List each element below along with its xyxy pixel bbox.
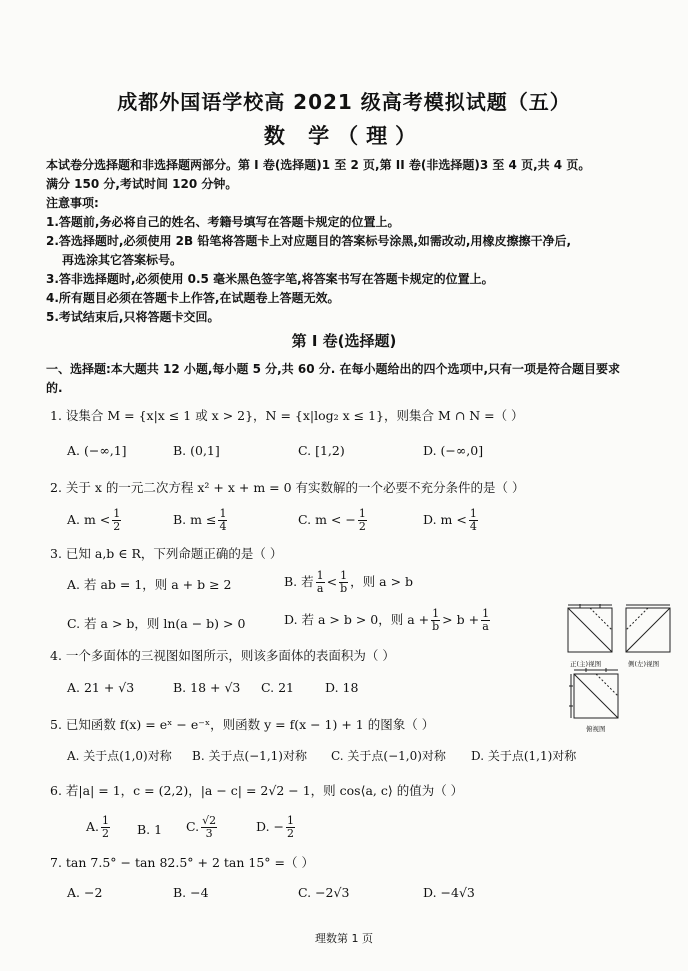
- q1-option-b: B. (0,1]: [173, 443, 220, 458]
- q6-option-a: A. $\frac{1}{2}$: [86, 814, 110, 840]
- question-4-stem: 4. 一个多面体的三视图如图所示，则该多面体的表面积为（ ）: [50, 648, 395, 663]
- intro-line-2: 满分 150 分,考试时间 120 分钟。: [46, 177, 238, 191]
- rule-1: 1.答题前,务必将自己的姓名、考籍号填写在答题卡规定的位置上。: [46, 215, 400, 229]
- three-view-drawing: [560, 604, 680, 734]
- front-view-caption: 正(主)视图: [570, 660, 602, 668]
- q2-option-c: C. m < − $\frac{1}{2}$: [298, 507, 366, 533]
- top-view-caption: 俯视图: [586, 725, 606, 733]
- q3-option-a: A. 若 ab = 1，则 a + b ≥ 2: [67, 577, 232, 592]
- question-7-stem: 7. tan 7.5° − tan 82.5° + 2 tan 15° =（ ）: [50, 855, 314, 870]
- q4-option-d: D. 18: [325, 680, 359, 695]
- rule-4: 4.所有题目必须在答题卡上作答,在试题卷上答题无效。: [46, 291, 340, 305]
- question-3-stem: 3. 已知 a,b ∈ R，下列命题正确的是（ ）: [50, 546, 283, 561]
- notice-title: 注意事项:: [46, 196, 99, 210]
- q2-option-a: A. m < $\frac{1}{2}$: [67, 507, 121, 533]
- q5-option-b: B. 关于点(−1,1)对称: [192, 749, 307, 763]
- q6-option-c: C. $\frac{√2}{3}$: [186, 814, 217, 840]
- question-2-stem: 2. 关于 x 的一元二次方程 x² + x + m = 0 有实数解的一个必要不充分条件的是（ ）: [50, 480, 525, 495]
- q5-option-c: C. 关于点(−1,0)对称: [331, 749, 446, 763]
- three-view-figure: [560, 604, 680, 734]
- section-title: 第 I 卷(选择题): [291, 332, 397, 350]
- q3-option-d: D. 若 a > b > 0，则 a + $\frac{1}{b}$ > b + $\frac{1}{a}$: [284, 607, 490, 633]
- exam-title: 成都外国语学校高 2021 级高考模拟试题（五）: [117, 90, 571, 114]
- section-instruction-2: 的.: [46, 381, 63, 395]
- question-5-stem: 5. 已知函数 f(x) = eˣ − e⁻ˣ，则函数 y = f(x − 1) + 1 的图象（ ）: [50, 717, 435, 732]
- q2-option-b: B. m ≤ $\frac{1}{4}$: [173, 507, 227, 533]
- exam-subject: 数 学（理）: [263, 124, 425, 148]
- q7-option-c: C. −2√3: [298, 885, 350, 900]
- q6-option-d: D. − $\frac{1}{2}$: [256, 814, 294, 840]
- question-1-stem: 1. 设集合 M = {x|x ≤ 1 或 x > 2}，N = {x|log₂ x ≤ 1}，则集合 M ∩ N =（ ）: [50, 408, 524, 423]
- q4-option-a: A. 21 + √3: [67, 680, 135, 695]
- q4-option-c: C. 21: [261, 680, 294, 695]
- q4-option-b: B. 18 + √3: [173, 680, 241, 695]
- rule-5: 5.考试结束后,只将答题卡交回。: [46, 310, 220, 324]
- q7-option-d: D. −4√3: [423, 885, 475, 900]
- q2-option-d: D. m < $\frac{1}{4}$: [423, 507, 477, 533]
- rule-2-cont: 再选涂其它答案标号。: [62, 253, 183, 267]
- rule-3: 3.答非选择题时,必须使用 0.5 毫米黑色签字笔,将答案书写在答题卡规定的位置上。: [46, 272, 494, 286]
- section-instruction-1: 一、选择题:本大题共 12 小题,每小题 5 分,共 60 分. 在每小题给出的四个选项中,只有一项是符合题目要求: [46, 362, 621, 376]
- q3-option-b: B. 若 $\frac{1}{a}$ < $\frac{1}{b}$ ，则 a > b: [284, 569, 414, 595]
- side-view-caption: 侧(左)视图: [628, 660, 660, 668]
- intro-line-1: 本试卷分选择题和非选择题两部分。第 I 卷(选择题)1 至 2 页,第 II 卷(非选择题)3 至 4 页,共 4 页。: [46, 158, 591, 172]
- rule-2: 2.答选择题时,必须使用 2B 铅笔将答题卡上对应题目的答案标号涂黑,如需改动,用橡皮擦擦干净后,: [46, 234, 571, 248]
- page-footer: 理数第 1 页: [315, 932, 373, 945]
- question-6-stem: 6. 若|a| = 1，c = (2,2)，|a − c| = 2√2 − 1，则 cos⟨a, c⟩ 的值为（ ）: [50, 783, 464, 798]
- q5-option-d: D. 关于点(1,1)对称: [471, 749, 577, 763]
- q1-option-a: A. (−∞,1]: [67, 443, 127, 458]
- q3-option-c: C. 若 a > b，则 ln(a − b) > 0: [67, 616, 246, 631]
- q1-option-c: C. [1,2): [298, 443, 345, 458]
- q5-option-a: A. 关于点(1,0)对称: [67, 749, 172, 763]
- q6-option-b: B. 1: [137, 822, 163, 837]
- q7-option-b: B. −4: [173, 885, 209, 900]
- q1-option-d: D. (−∞,0]: [423, 443, 484, 458]
- q7-option-a: A. −2: [67, 885, 103, 900]
